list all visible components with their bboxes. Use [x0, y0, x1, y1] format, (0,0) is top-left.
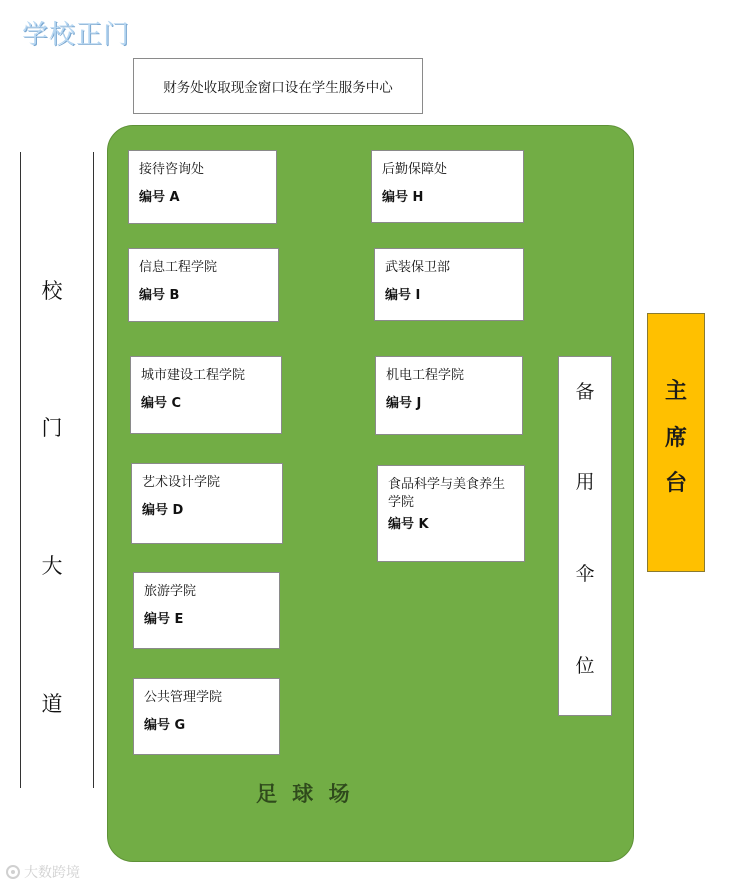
booth-j — [375, 356, 523, 435]
booth-code: 编号 I — [385, 288, 421, 303]
booth-code: 编号 E — [144, 612, 184, 627]
booth-code: 编号 B — [139, 288, 180, 303]
umbrella-label-char: 伞 — [575, 563, 595, 585]
booth-a — [128, 150, 277, 224]
booth-name: 旅游学院 — [144, 584, 197, 599]
umbrella-label-char: 用 — [575, 471, 595, 493]
booth-code: 编号 D — [142, 503, 184, 518]
umbrella-label-char: 备 — [575, 381, 595, 403]
booth-i — [374, 248, 524, 321]
road-label-char: 校 — [41, 279, 63, 303]
rostrum-label-char: 主 — [664, 379, 687, 404]
booth-name: 后勤保障处 — [382, 162, 448, 177]
road-label-char: 大 — [41, 554, 63, 578]
road-label-char: 门 — [41, 416, 63, 440]
watermark — [6, 862, 80, 882]
booth-code: 编号 A — [139, 190, 180, 205]
rostrum-label-char: 席 — [664, 426, 687, 451]
road-label-char: 道 — [41, 692, 63, 716]
booth-b — [128, 248, 279, 322]
rostrum-label-char: 台 — [664, 471, 687, 496]
booth-h — [371, 150, 524, 223]
booth-code: 编号 C — [141, 396, 182, 411]
booth-k — [377, 465, 525, 562]
umbrella-label-char: 位 — [575, 655, 595, 677]
booth-e — [133, 572, 280, 649]
football-field-label: 足 球 场 — [256, 781, 354, 806]
cash-window-notice: 财务处收取现金窗口设在学生服务中心 — [133, 58, 423, 114]
booth-c — [130, 356, 282, 434]
booth-name: 艺术设计学院 — [142, 475, 221, 490]
spare-umbrella-area — [558, 356, 612, 716]
booth-code: 编号 H — [382, 190, 424, 205]
booth-name: 城市建设工程学院 — [141, 368, 246, 383]
booth-code: 编号 G — [144, 718, 186, 733]
watermark-logo-icon — [6, 865, 20, 879]
booth-name: 武装保卫部 — [385, 260, 451, 275]
rostrum — [647, 313, 705, 572]
booth-d — [131, 463, 283, 544]
booth-name: 食品科学与美食养生学院 — [388, 477, 506, 510]
booth-name: 接待咨询处 — [139, 162, 205, 177]
booth-name: 机电工程学院 — [386, 368, 465, 383]
road-left-line — [20, 152, 21, 788]
watermark-text: 大数跨境 — [24, 865, 80, 881]
booth-name: 信息工程学院 — [139, 260, 218, 275]
booth-code: 编号 K — [388, 517, 429, 532]
booth-code: 编号 J — [386, 396, 422, 411]
page-title: 学校正门 — [22, 20, 131, 50]
road-right-line — [93, 152, 94, 788]
booth-g — [133, 678, 280, 755]
booth-name: 公共管理学院 — [144, 690, 223, 705]
